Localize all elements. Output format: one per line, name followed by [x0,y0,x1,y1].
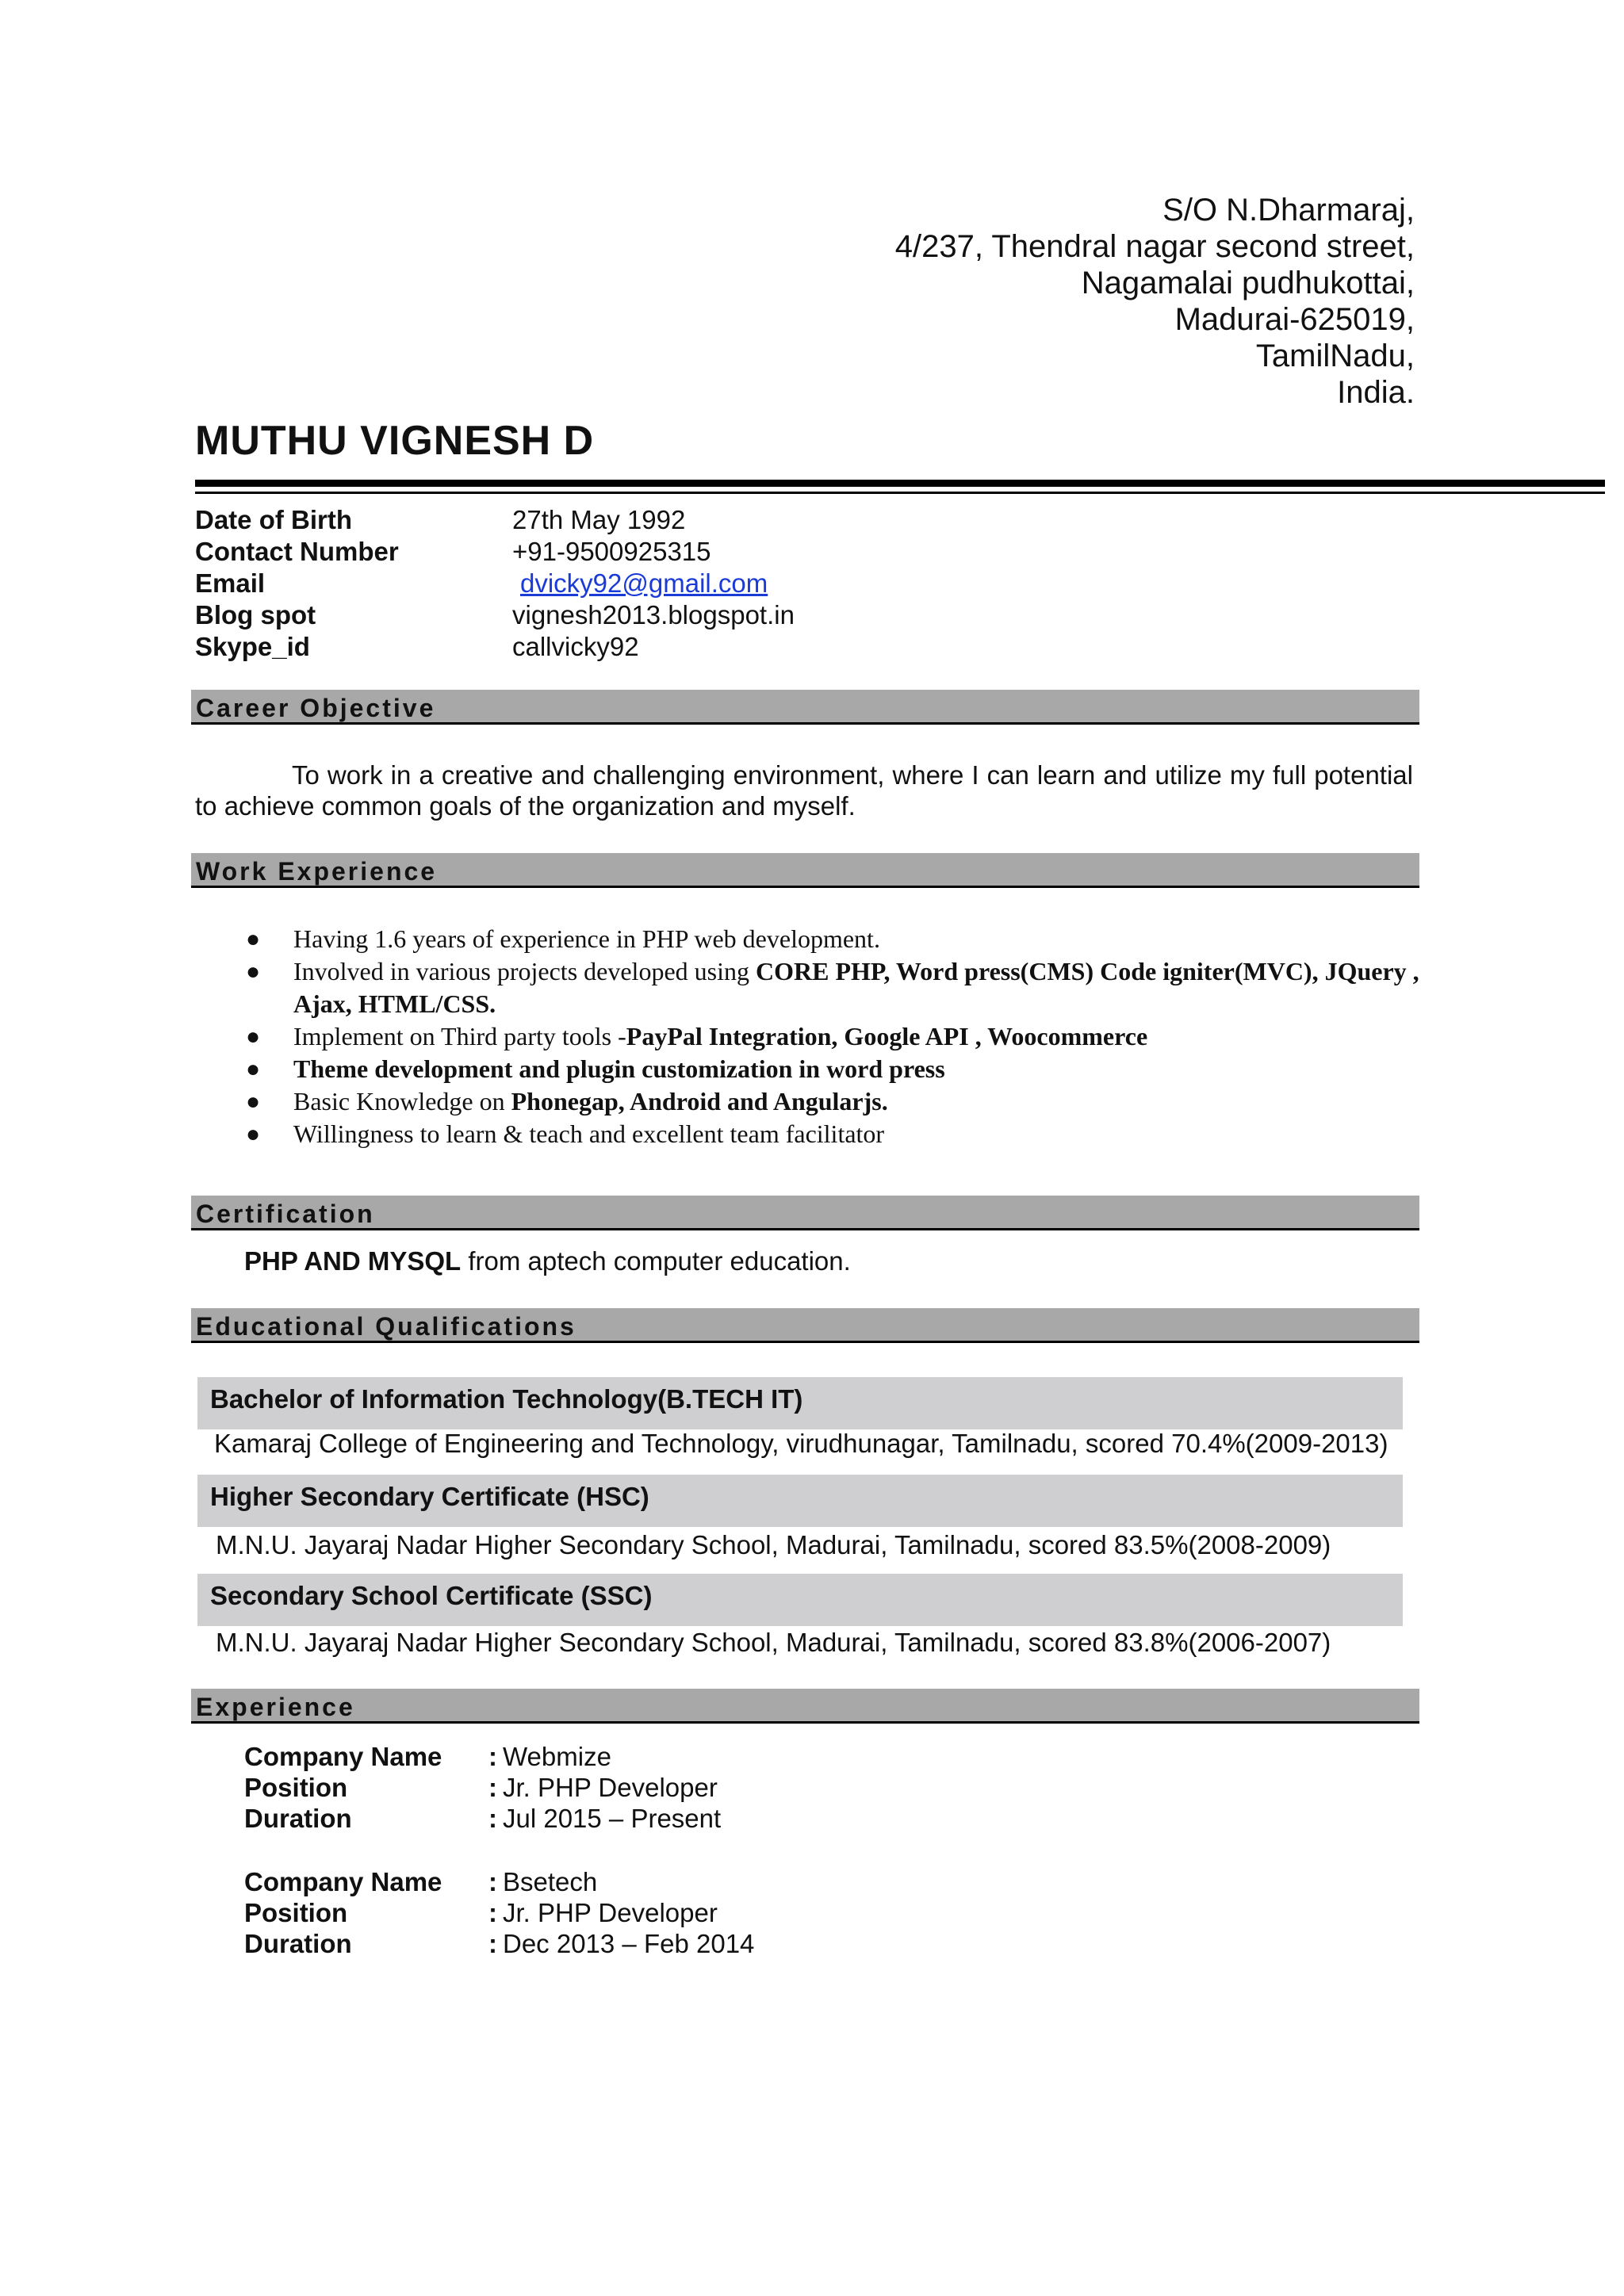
experience-entry [244,1741,879,1834]
header-divider [195,480,1605,487]
info-value: +91-9500925315 [512,537,711,566]
certification-text [244,1246,851,1276]
exp-label: Company Name [244,1867,442,1896]
bullet-icon: ● [246,1056,261,1082]
bullet-icon: ● [246,1089,261,1115]
info-label: Contact Number [195,537,399,566]
section-work-experience: Work Experience [191,853,1419,888]
education-degree: Bachelor of Information Technology(B.TECH IT) [197,1377,1403,1429]
address-line: India. [1337,375,1415,410]
candidate-name: MUTHU VIGNESH D [195,418,595,464]
bullet-icon: ● [246,1024,261,1050]
bullet-icon: ● [246,1121,261,1147]
work-text-bold: Phonegap, Android and Angularjs. [511,1087,888,1115]
section-career-objective: Career Objective [191,690,1419,725]
exp-colon: : [488,1804,497,1833]
list-item [246,1118,1419,1150]
exp-colon: : [488,1898,497,1927]
exp-duration: Dec 2013 – Feb 2014 [503,1929,755,1958]
work-text-bold: PayPal Integration, Google API , Woocommerce [626,1022,1148,1050]
exp-colon: : [488,1867,497,1896]
section-experience: Experience [191,1689,1419,1724]
list-item [246,923,1419,955]
address-line: S/O N.Dharmaraj, [1162,193,1415,228]
list-item [246,955,1419,1020]
email-link[interactable]: dvicky92@gmail.com [520,568,768,598]
education-detail: Kamaraj College of Engineering and Technology, virudhunagar, Tamilnadu, scored 70.4%(2009-2013) [214,1429,1388,1458]
list-item [246,1085,1419,1118]
certification-rest: from aptech computer education. [461,1246,851,1276]
work-text-bold: Theme development and plugin customization in word press [293,1054,945,1083]
info-value: vignesh2013.blogspot.in [512,600,795,629]
experience-row [244,1803,879,1834]
exp-position: Jr. PHP Developer [503,1773,718,1802]
objective-text: To work in a creative and challenging environment, where I can learn and utilize my full potential to achieve common goals of the organization and myself. [195,760,1413,821]
exp-label: Position [244,1773,348,1802]
info-label: Skype_id [195,632,310,661]
bullet-icon: ● [246,926,261,952]
info-row-email [195,568,1147,599]
exp-duration: Jul 2015 – Present [503,1804,722,1833]
certification-title: PHP AND MYSQL [244,1246,462,1276]
header-divider-thin [195,492,1605,494]
exp-colon: : [488,1929,497,1958]
work-text: Involved in various projects developed using [293,957,756,985]
list-item [246,1020,1419,1053]
exp-colon: : [488,1742,497,1771]
info-value: callvicky92 [512,632,639,661]
exp-company: Webmize [503,1742,611,1771]
exp-label: Position [244,1898,348,1927]
info-row-skype [195,631,1147,663]
education-detail: M.N.U. Jayaraj Nadar Higher Secondary School, Madurai, Tamilnadu, scored 83.8%(2006-2007) [216,1628,1331,1657]
exp-company: Bsetech [503,1867,598,1896]
education-degree: Higher Secondary Certificate (HSC) [197,1475,1403,1527]
exp-position: Jr. PHP Developer [503,1898,718,1927]
exp-label: Duration [244,1929,352,1958]
work-text: Willingness to learn & teach and excellent team facilitator [293,1119,885,1148]
address-line: 4/237, Thendral nagar second street, [894,229,1415,264]
work-experience-list [246,923,1419,1150]
list-item [246,1053,1419,1085]
bullet-icon: ● [246,959,261,985]
experience-row [244,1866,879,1897]
experience-row [244,1897,879,1928]
exp-label: Duration [244,1804,352,1833]
experience-row [244,1741,879,1772]
address-line: TamilNadu, [1255,339,1415,373]
address-line: Nagamalai pudhukottai, [1081,266,1415,300]
experience-row [244,1928,879,1959]
info-row-blog [195,599,1147,631]
education-degree: Secondary School Certificate (SSC) [197,1574,1403,1626]
info-row-dob [195,504,1147,536]
info-row-contact [195,536,1147,568]
exp-label: Company Name [244,1742,442,1771]
info-label: Blog spot [195,600,316,629]
exp-colon: : [488,1773,497,1802]
experience-row [244,1772,879,1803]
work-text-bold: CORE PHP, Word press(CMS) Code igniter(MVC), JQuery , Ajax, HTML/CSS. [293,957,1419,1018]
work-text: Implement on Third party tools - [293,1022,626,1050]
education-detail: M.N.U. Jayaraj Nadar Higher Secondary School, Madurai, Tamilnadu, scored 83.5%(2008-2009) [216,1530,1331,1559]
experience-entry [244,1866,879,1959]
section-education: Educational Qualifications [191,1308,1419,1343]
work-text: Having 1.6 years of experience in PHP web development. [293,924,880,953]
info-label: Email [195,568,266,598]
info-value: 27th May 1992 [512,505,686,534]
info-label: Date of Birth [195,505,352,534]
work-text: Basic Knowledge on [293,1087,511,1115]
section-certification: Certification [191,1196,1419,1230]
address-block [895,192,1415,411]
personal-info [195,504,1147,663]
address-line: Madurai-625019, [1174,302,1415,337]
